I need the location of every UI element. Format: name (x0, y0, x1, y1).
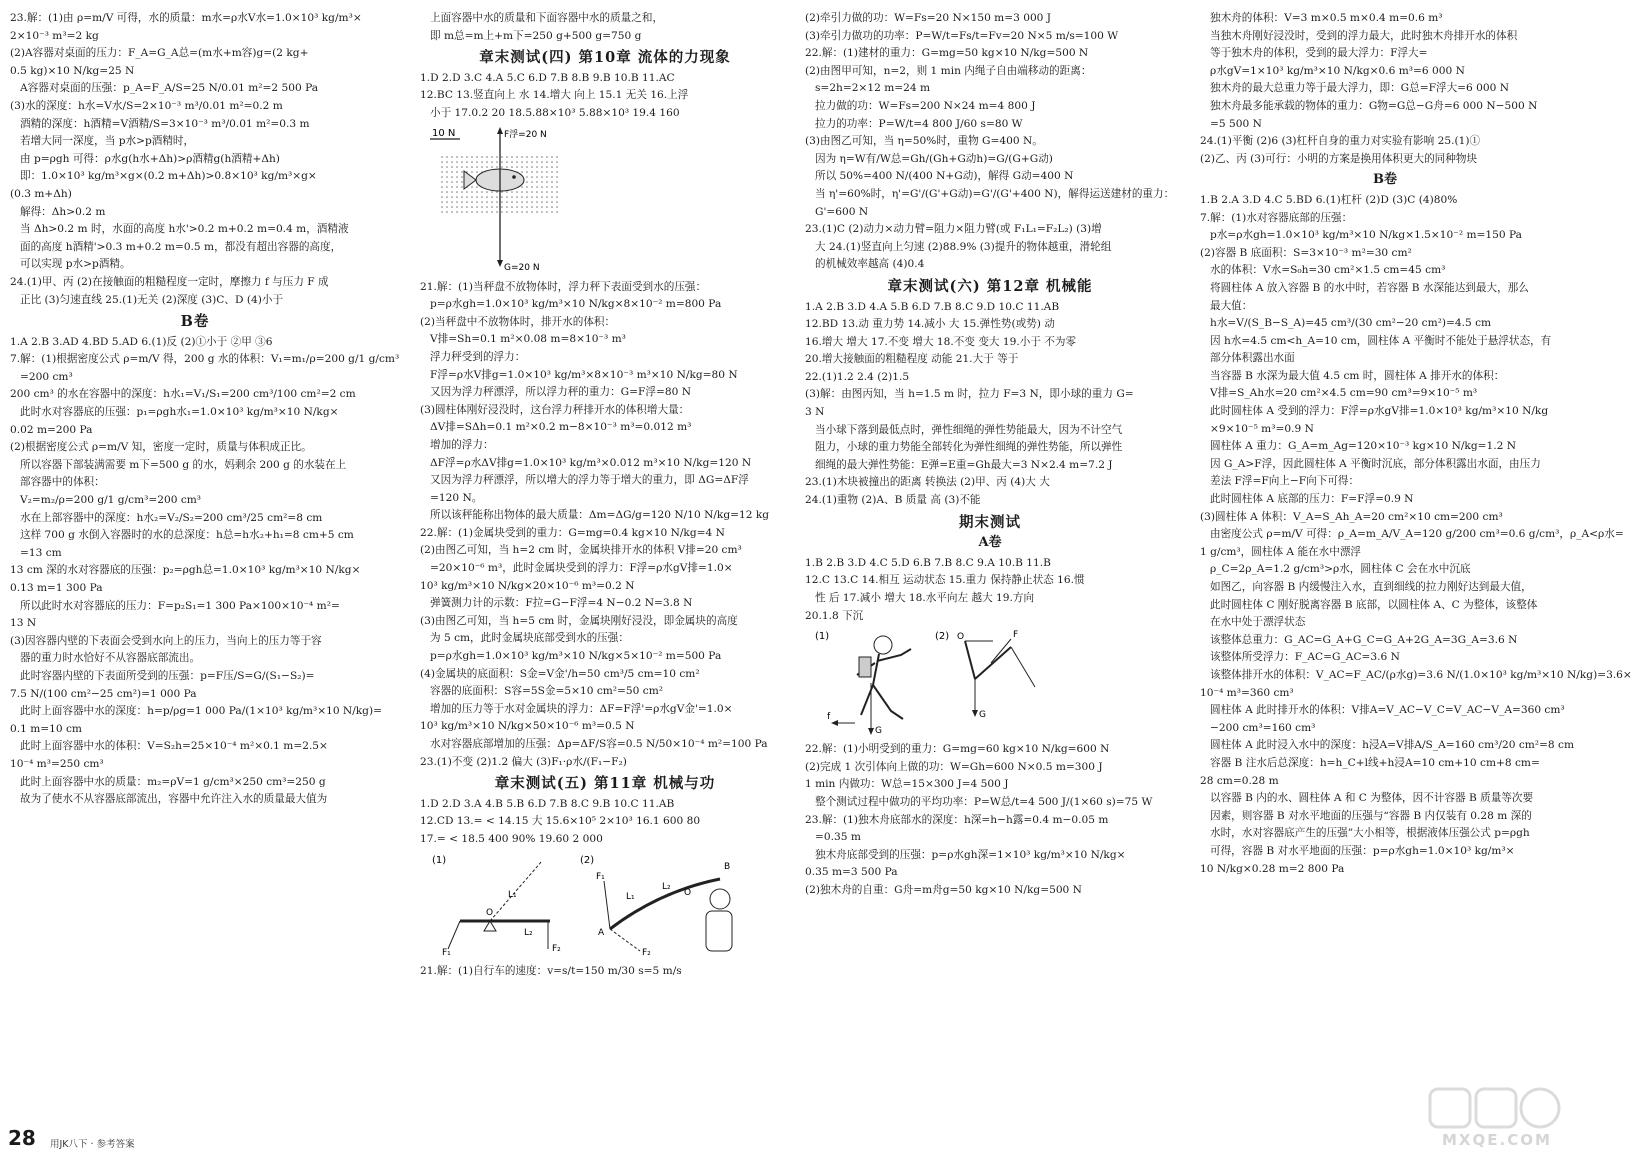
answer-line: ΔV排=SΔh=0.1 m²×0.2 m−8×10⁻³ m³=0.012 m³ (430, 421, 692, 434)
answer-line: 21.解：(1)当秤盘不放物体时，浮力秤下表面受到水的压强： (420, 280, 707, 293)
answer-line: 增加的浮力： (430, 438, 494, 451)
answer-line: 该整体总重力：G_AC=G_A+G_C=G_A+2G_A=3G_A=3.6 N (1210, 633, 1518, 646)
answer-line: 该整体排开水的体积：V_AC=F_AC/(ρ水g)=3.6 N/(1.0×10³ kg/m³×10 N/kg)=3.6× (1210, 668, 1632, 681)
answer-line: 1 min 内做功：W总=15×300 J=4 500 J (805, 778, 1009, 791)
answer-line: (2)完成 1 次引体向上做的功：W=Gh=600 N×0.5 m=300 J (805, 760, 1103, 773)
section-heading: B卷 (180, 313, 210, 331)
mark-g-lever: G (979, 710, 986, 721)
answer-line: p=ρ水gh=1.0×10³ kg/m³×10 N/kg×8×10⁻² m=800 Pa (430, 298, 722, 311)
mark-f2-a: F₂ (552, 943, 561, 954)
fig-part-1-label: (1) (432, 854, 447, 866)
watermark-logo (1422, 1085, 1572, 1155)
answer-line: 23.(1)C (2)动力×动力臂=阻力×阻力臂(或 F₁L₁=F₂L₂) (3)增 (805, 223, 1102, 236)
mark-o-a: O (486, 907, 494, 918)
answer-line: 1 g/cm³，圆柱体 A 能在水中漂浮 (1200, 545, 1362, 558)
answer-line: (0.3 m+Δh) (10, 187, 72, 200)
answer-line: (3)由图乙可知，当 h=5 cm 时，金属块刚好浸没，即金属块的高度 (420, 614, 738, 627)
figure-runner-and-lever (815, 627, 1175, 737)
answer-line: 因为 η=W有/W总=Gh/(Gh+G动h)=G/(G+G动) (815, 152, 1053, 165)
answer-line: 此时圆柱体 A 底部的压力：F=F浮=0.9 N (1210, 493, 1414, 506)
answer-line: 此时上面容器中水的质量：m₂=ρV=1 g/cm³×250 cm³=250 g (20, 775, 326, 788)
mark-f1-b: F₁ (596, 871, 605, 882)
answer-line: 10⁻⁴ m³=250 cm³ (10, 757, 104, 770)
answer-line: 拉力的功率：P=W/t=4 800 J/60 s=80 W (815, 117, 1023, 130)
answer-line: 在水中处于漂浮状态 (1210, 616, 1306, 629)
answer-line: 浮力秤受到的浮力： (430, 350, 526, 363)
fig-part-2-label: (2) (580, 854, 595, 866)
answer-line: 圆柱体 A 此时排开水的体积：V排A=V_AC−V_C=V_AC−V_A=360 cm³ (1210, 704, 1565, 717)
sub-heading: B卷 (1373, 172, 1397, 188)
answer-line: 器的重力时水恰好不从容器底部流出。 (20, 652, 201, 665)
answer-line: 12.BC 13.竖直向上 水 14.增大 向上 15.1 无关 16.上浮 (420, 89, 689, 102)
answer-line: 24.(1)甲、丙 (2)在接触面的粗糙程度一定时，摩擦力 f 与压力 F 成 (10, 275, 329, 288)
answer-line: 23.解：(1)独木舟底部水的深度：h深=h−h露=0.4 m−0.05 m (805, 813, 1109, 826)
scale-label: 10 N (432, 127, 456, 139)
answer-line: 细绳的最大弹性势能：E弹=E重=Gh最大=3 N×2.4 m=7.2 J (815, 458, 1113, 471)
answer-line: 故为了使水不从容器底部流出，容器中允许注入水的质量最大值为 (20, 793, 328, 806)
mark-b-b: B (724, 861, 731, 872)
answer-line: (2)根据密度公式 ρ=m/V 知，密度一定时，质量与体积成正比。 (10, 441, 312, 454)
answer-line: 水在上部容器中的深度：h水₂=V₂/S₂=200 cm³/25 cm²=8 cm (20, 511, 323, 524)
answer-line: 1.A 2.B 3.AD 4.BD 5.AD 6.(1)反 (2)①小于 ②甲 ③6 (10, 335, 273, 348)
sub-heading: A卷 (978, 535, 1002, 551)
answer-line: 23.解：(1)由 ρ=m/V 可得，水的质量：m水=ρ水V水=1.0×10³ kg/m³× (10, 12, 362, 24)
mark-f1-a: F₁ (442, 947, 451, 958)
answer-line: (2)由图甲可知，n=2，则 1 min 内绳子自由端移动的距离： (805, 64, 1092, 77)
answer-line: 的机械效率越高 (4)0.4 (815, 258, 925, 271)
lever-diagrams (430, 851, 760, 959)
answer-line: 10 N/kg×0.28 m=2 800 Pa (1200, 862, 1345, 875)
answer-line: 水时，水对容器底产生的压强”大小相等，根据液体压强公式 p=ρgh (1210, 827, 1530, 840)
answer-line: V排=Sh=0.1 m²×0.08 m=8×10⁻³ m³ (430, 333, 626, 346)
answer-line: 独木舟的体积：V=3 m×0.5 m×0.4 m=0.6 m³ (1210, 12, 1443, 24)
watermark-text: MXQE.COM (1442, 1131, 1552, 1149)
answer-line: 将圆柱体 A 放入容器 B 的水中时，若容器 B 水深能达到最大，那么 (1210, 281, 1529, 294)
answer-line: 13 N (10, 617, 37, 630)
answer-line: 即：1.0×10³ kg/m³×g×(0.2 m+Δh)>0.8×10³ kg/m³×g× (20, 170, 317, 183)
answer-line: 拉力做的功：W=Fs=200 N×24 m=4 800 J (815, 99, 1036, 112)
answer-line: 7.解：(1)水对容器底部的压强： (1200, 211, 1353, 224)
answer-line: 23.(1)木块被撞出的距离 转换法 (2)甲、丙 (4)大 大 (805, 476, 1050, 489)
answer-line: (3)牵引力做功的功率：P=W/t=Fs/t=Fv=20 N×5 m/s=100 W (805, 29, 1119, 42)
answer-line: =13 cm (20, 546, 62, 559)
answer-line: 3 N (805, 406, 825, 419)
answer-line: 独木舟底部受到的压强：p=ρ水gh深=1×10³ kg/m³×10 N/kg× (815, 848, 1126, 861)
answer-line: =200 cm³ (20, 370, 73, 383)
answer-line: 正比 (3)匀速直线 25.(1)无关 (2)深度 (3)C、D (4)小于 (20, 293, 284, 306)
answer-line: (2)乙、丙 (3)可行：小明的方案是换用体积更大的同种物块 (1200, 152, 1478, 165)
answer-line: 13 cm 深的水对容器底的压强：p₂=ρgh总=1.0×10³ kg/m³×10 N/kg× (10, 564, 361, 577)
answer-line: 当小球下落到最低点时，弹性细绳的弹性势能最大，因为不计空气 (815, 423, 1123, 436)
answer-line: 16.增大 增大 17.不变 增大 18.不变 变大 19.小于 不为零 (805, 335, 1077, 348)
answer-line: 当 Δh>0.2 m 时，水面的高度 h水'>0.2 m+0.2 m=0.4 m，酒精液 (20, 223, 349, 236)
answer-line: 弹簧测力计的示数：F拉=G−F浮=4 N−0.2 N=3.8 N (430, 597, 693, 610)
answer-line: (2)A容器对桌面的压力：F_A=G_A总=(m水+m容)g=(2 kg+ (10, 47, 309, 60)
answer-line: 又因为浮力秤漂浮，所以浮力秤的重力：G=F浮=80 N (430, 386, 691, 399)
answer-line: (2)容器 B 底面积：S=3×10⁻³ m²=30 cm² (1200, 246, 1412, 259)
mark-l2-b: L₂ (662, 881, 671, 892)
answer-line: 独木舟最多能承载的物体的重力：G物=G总−G舟=6 000 N−500 N (1210, 99, 1538, 112)
answer-line: 此时水对容器底的压强：p₁=ρgh水₁=1.0×10³ kg/m³×10 N/kg× (20, 406, 339, 419)
answer-line: 容器的底面积：S容=5S金=5×10 cm²=50 cm² (430, 685, 663, 698)
figure-fish-buoyancy (430, 125, 790, 275)
answer-line: 如图乙，向容器 B 内缓慢注入水，直到细线的拉力刚好达到最大值， (1210, 581, 1532, 593)
answer-line: 12.BD 13.动 重力势 14.减小 大 15.弹性势(或势) 动 (805, 318, 1055, 331)
answer-line: 阻力，小球的重力势能全部转化为弹性细绳的弹性势能，所以弹性 (815, 441, 1123, 454)
answer-line: ρ水gV=1×10³ kg/m³×10 N/kg×0.6 m³=6 000 N (1210, 64, 1465, 77)
answer-line: 10³ kg/m³×10 N/kg×50×10⁻⁶ m³=0.5 N (420, 720, 635, 733)
answer-line: 即 m总=m上+m下=250 g+500 g=750 g (430, 29, 642, 42)
answer-line: 独木舟的最大总重力等于最大浮力，即：G总=F浮大=6 000 N (1210, 82, 1509, 95)
answer-line: 这样 700 g 水倒入容器时的水的总深度：h总=h水₂+h₁=8 cm+5 cm (20, 529, 354, 542)
answer-line: 可以实现 p水>p酒精。 (20, 258, 131, 271)
answer-line: 最大值： (1210, 299, 1253, 312)
section-heading: 章末测试(五) 第11章 机械与功 (494, 775, 716, 793)
answer-line: 大 24.(1)竖直向上匀速 (2)88.9% (3)提升的物体越重，滑轮组 (815, 240, 1112, 253)
answer-line: 22.(1)1.2 2.4 (2)1.5 (805, 370, 910, 383)
answer-line: (3)水的深度：h水=V水/S=2×10⁻³ m³/0.01 m²=0.2 m (10, 99, 283, 112)
answer-line: 1.A 2.B 3.D 4.A 5.B 6.D 7.B 8.C 9.D 10.C 11.AB (805, 300, 1060, 313)
answer-line: 圆柱体 A 重力：G_A=m_Ag=120×10⁻³ kg×10 N/kg=1.2 N (1210, 440, 1516, 453)
answer-line: 21.解：(1)自行车的速度：v=s/t=150 m/30 s=5 m/s (420, 964, 682, 977)
answer-line: 又因为浮力秤漂浮，所以增大的浮力等于增大的重力，即 ΔG=ΔF浮 (430, 474, 749, 487)
answer-line: 上面容器中水的质量和下面容器中水的质量之和， (430, 12, 664, 24)
answer-line: 23.(1)不变 (2)1.2 偏大 (3)F₁·ρ水/(F₁−F₂) (420, 755, 627, 768)
mark-o-b: O (684, 887, 692, 898)
answer-line: 28 cm=0.28 m (1200, 774, 1279, 787)
answer-line: (3)圆柱体 A 体积：V_A=S_Ah_A=20 cm²×10 cm=200 cm³ (1200, 510, 1503, 523)
answer-line: 所以容器下部装满需要 m下=500 g 的水，妈剩余 200 g 的水装在上 (20, 458, 347, 471)
answer-line: 若增大同一深度，当 p水>p酒精时， (20, 135, 195, 148)
column-3 (805, 10, 1175, 1100)
answer-line: 部容器中的体积： (20, 476, 105, 489)
answer-line: 22.解：(1)建材的重力：G=mg=50 kg×10 N/kg=500 N (805, 47, 1089, 60)
mark-f2-b: F₂ (642, 947, 651, 958)
mark-a-b: A (598, 927, 605, 938)
answer-line: ΔF浮=ρ水ΔV排g=1.0×10³ kg/m³×0.012 m³×10 N/kg=120 N (430, 456, 752, 469)
answer-line: 1.B 2.A 3.D 4.C 5.BD 6.(1)杠杆 (2)D (3)C (4)80% (1200, 193, 1458, 206)
answer-line: =20×10⁻⁶ m³，此时金属块受到的浮力：F浮=ρ水gV排=1.0× (430, 562, 733, 575)
answer-line: 12.CD 13.= < 14.15 大 15.6×10⁵ 2×10³ 16.1 600 80 (420, 815, 701, 828)
answer-line: 7.解：(1)根据密度公式 ρ=m/V 得，200 g 水的体积：V₁=m₁/ρ=200 g/1 g/cm³ (10, 353, 400, 366)
answer-line: 为 5 cm，此时金属块底部受到水的压强： (430, 632, 629, 645)
answer-line: 水对容器底部增加的压强：Δp=ΔF/S容=0.5 N/50×10⁻⁴ m²=100 Pa (430, 738, 768, 750)
answer-line: 容器 B 注水后总深度：h=h_C+l线+h浸A=10 cm+10 cm+8 cm= (1210, 756, 1540, 769)
answer-line: 该整体所受浮力：F_AC=G_AC=3.6 N (1210, 651, 1400, 664)
answer-line: 20.1.8 下沉 (805, 609, 864, 622)
answer-line: =120 N。 (430, 491, 483, 504)
answer-line: p=ρ水gh=1.0×10³ kg/m³×10 N/kg×5×10⁻² m=500 Pa (430, 650, 722, 663)
mark-l2-a: L₂ (524, 927, 533, 938)
answer-line: 酒精的深度：h酒精=V酒精/S=3×10⁻³ m³/0.01 m²=0.3 m (20, 117, 310, 130)
answer-line: 因 G_A>F浮，因此圆柱体 A 平衡时沉底，部分体积露出水面，由压力 (1210, 457, 1541, 470)
answer-line: 当 η'=60%时，η'=G'/(G'+G动)=G'/(G'+400 N)，解得运送建材的重力： (815, 187, 1175, 200)
answer-line: 22.解：(1)金属块受到的重力：G=mg=0.4 kg×10 N/kg=4 N (420, 526, 725, 539)
answer-line: (3)因容器内壁的下表面会受到水向上的压力，当向上的压力等于容 (10, 634, 322, 647)
column-1 (10, 10, 400, 1100)
answer-line: 当独木舟刚好浸没时，受到的浮力最大，此时独木舟排开水的体积 (1210, 29, 1518, 42)
answer-line: (3)圆柱体刚好浸没时，这台浮力秤排开水的体积增大量： (420, 403, 690, 416)
answer-line: 所以此时水对容器底的压力：F=p₂S₁=1 300 Pa×100×10⁻⁴ m²= (20, 599, 340, 612)
answer-line: 24.(1)重物 (2)A、B 质量 高 (3)不能 (805, 494, 981, 507)
answer-line: 小于 17.0.2 20 18.5.88×10³ 5.88×10³ 19.4 160 (430, 106, 680, 119)
answer-line: 此时圆柱体 A 受到的浮力：F浮=ρ水gV排=1.0×10³ kg/m³×10 N/kg (1210, 405, 1549, 418)
fig21-part-1-label: (1) (815, 631, 830, 643)
answer-line: 此时上面容器中水的深度：h=p/ρg=1 000 Pa/(1×10³ kg/m³×10 N/kg)= (20, 705, 382, 718)
answer-line: F浮=ρ水V排g=1.0×10³ kg/m³×8×10⁻³ m³×10 N/kg=80 N (430, 368, 738, 381)
column-2 (420, 10, 790, 1100)
answer-line: ρ_C=2ρ_A=1.2 g/cm³>ρ水，圆柱体 C 会在水中沉底 (1210, 563, 1471, 576)
column-4 (1200, 10, 1632, 1100)
answer-line: 差法 F浮=F向上−F向下可得： (1210, 475, 1360, 488)
section-heading: 章末测试(四) 第10章 流体的力现象 (479, 49, 731, 67)
answer-line: (2)当秤盘中不放物体时，排开水的体积： (420, 315, 616, 328)
answer-line: 0.5 kg)×10 N/kg=25 N (10, 64, 135, 77)
answer-line: =5 500 N (1210, 117, 1262, 130)
mark-l1-a: L₁ (508, 889, 517, 900)
answer-line: (3)由图乙可知，当 η=50%时，重物 G=400 N。 (805, 135, 1043, 148)
answer-line: 0.13 m=1 300 Pa (10, 582, 103, 594)
answer-line: V排=S_Ah水=20 cm²×4.5 cm=90 cm³=9×10⁻⁵ m³ (1210, 387, 1478, 400)
answer-line: 24.(1)平衡 (2)6 (3)杠杆自身的重力对实验有影响 25.(1)① (1200, 135, 1481, 148)
answer-line: −200 cm³=160 cm³ (1210, 721, 1316, 734)
answer-line: s=2h=2×12 m=24 m (815, 82, 931, 95)
mark-g-runner: G (875, 726, 882, 737)
answer-line: (2)牵引力做的功：W=Fs=20 N×150 m=3 000 J (805, 12, 1052, 24)
answer-line: 7.5 N/(100 cm²−25 cm²)=1 000 Pa (10, 687, 197, 700)
answer-line: 等于独木舟的体积，受到的最大浮力：F浮大= (1210, 47, 1428, 60)
answer-line: 圆柱体 A 此时浸入水中的深度：h浸A=V排A/S_A=160 cm³/20 cm²=8 cm (1210, 739, 1575, 752)
gravity-force-label: G=20 N (504, 262, 540, 273)
answer-line: 面的高度 h酒精'>0.3 m+0.2 m=0.5 m，都没有超出容器的高度， (20, 240, 342, 253)
answer-line: h水=V/(S_B−S_A)=45 cm³/(30 cm²−20 cm²)=4.5 cm (1210, 317, 1492, 330)
answer-line: 增加的压力等于水对金属块的浮力：ΔF=F浮'=ρ水gV金'=1.0× (430, 702, 733, 715)
page-footer: 用JK八下 · 参考答案 (50, 1139, 135, 1150)
answer-line: 12.C 13.C 14.相互 运动状态 15.重力 保持静止状态 16.惯 (805, 574, 1085, 587)
answer-line: 所以 50%=400 N/(400 N+G动)，解得 G动=400 N (815, 170, 1074, 183)
fish-force-diagram (430, 125, 590, 275)
answer-line: 由密度公式 ρ=m/V 可得：ρ_A=m_A/V_A=120 g/200 cm³=0.6 g/cm³，ρ_A<ρ水= (1210, 528, 1624, 541)
answer-line: 整个测试过程中做功的平均功率：P=W总/t=4 500 J/(1×60 s)=75 W (815, 795, 1153, 808)
answer-line: 此时容器内壁的下表面所受到的压强：p=F压/S=G/(S₁−S₂)= (20, 669, 315, 682)
answer-line: 水的体积：V水=S₀h=30 cm²×1.5 cm=45 cm³ (1210, 264, 1446, 277)
answer-line: 1.D 2.D 3.C 4.A 5.C 6.D 7.B 8.B 9.B 10.B 11.AC (420, 71, 675, 84)
answer-line: 20.增大接触面的粗糙程度 动能 21.大于 等于 (805, 353, 1019, 366)
answer-line: (3)解：由图丙知，当 h=1.5 m 时，拉力 F=3 N，即小球的重力 G= (805, 388, 1134, 401)
figure-levers (430, 851, 790, 959)
answer-line: (2)由图乙可知，当 h=2 cm 时，金属块排开水的体积 V排=20 cm³ (420, 544, 742, 557)
answer-line: 此时上面容器中水的体积：V=S₂h=25×10⁻⁴ m²×0.1 m=2.5× (20, 740, 328, 753)
answer-line: 17.= < 18.5 400 90% 19.60 2 000 (420, 832, 603, 845)
runner-lever-diagrams (815, 627, 1135, 737)
mark-o-lever: O (957, 632, 965, 643)
answer-line: 0.35 m=3 500 Pa (805, 866, 898, 879)
answer-line: 1.D 2.D 3.A 4.B 5.B 6.D 7.B 8.C 9.B 10.C 11.AB (420, 797, 675, 810)
answer-line: 10³ kg/m³×10 N/kg×20×10⁻⁶ m³=0.2 N (420, 579, 635, 592)
answer-line: 解得：Δh>0.2 m (20, 205, 106, 218)
answer-line: V₂=m₂/ρ=200 g/1 g/cm³=200 cm³ (20, 494, 202, 507)
answer-line: 因素，则容器 B 对水平地面的压强与“容器 B 内仅装有 0.28 m 深的 (1210, 809, 1532, 822)
page-number: 28 (8, 1126, 36, 1150)
answer-line: 此时圆柱体 C 刚好脱离容器 B 底部，以圆柱体 A、C 为整体，该整体 (1210, 598, 1538, 611)
answer-line: 22.解：(1)小明受到的重力：G=mg=60 kg×10 N/kg=600 N (805, 743, 1110, 756)
answer-line: 所以该秤能称出物体的最大质量：Δm=ΔG/g=120 N/10 N/kg=12 kg (430, 509, 770, 522)
fig21-part-2-label: (2) (935, 631, 950, 643)
answer-line: 以容器 B 内的水、圆柱体 A 和 C 为整体，因不计容器 B 质量等次要 (1210, 792, 1534, 805)
answer-line: 1.B 2.B 3.D 4.C 5.D 6.B 7.B 8.C 9.A 10.B 11.B (805, 556, 1051, 569)
answer-line: 由 p=ρgh 可得：ρ水g(h水+Δh)>ρ酒精g(h酒精+Δh) (20, 152, 280, 165)
answer-line: 0.1 m=10 cm (10, 722, 82, 735)
answer-line: G'=600 N (815, 205, 869, 218)
section-heading: 期末测试 (959, 513, 1021, 531)
answer-line: 0.02 m=200 Pa (10, 423, 93, 436)
answer-line: 性 后 17.减小 增大 18.水平向左 越大 19.方向 (815, 592, 1035, 604)
answer-line: ×9×10⁻⁵ m³=0.9 N (1210, 422, 1314, 435)
answer-line: 10⁻⁴ m³=360 cm³ (1200, 686, 1294, 699)
answer-line: 2×10⁻³ m³=2 kg (10, 29, 99, 42)
mark-f-friction: f (827, 712, 831, 723)
answer-line: 部分体积露出水面 (1210, 352, 1295, 365)
answer-line: 200 cm³ 的水在容器中的深度：h水₁=V₁/S₁=200 cm³/100 cm²=2 cm (10, 388, 356, 401)
answer-line: (2)独木舟的自重：G舟=m舟g=50 kg×10 N/kg=500 N (805, 883, 1082, 896)
answer-line: p水=ρ水gh=1.0×10³ kg/m³×10 N/kg×1.5×10⁻² m=150 Pa (1210, 229, 1522, 242)
buoyancy-force-label: F浮=20 N (504, 129, 547, 140)
answer-line: (4)金属块的底面积：S金=V金'/h=50 cm³/5 cm=10 cm² (420, 667, 700, 680)
mark-f-lever: F (1013, 630, 1019, 641)
answer-line: 当容器 B 水深为最大值 4.5 cm 时，圆柱体 A 排开水的体积： (1210, 369, 1505, 382)
answer-line: 可得，容器 B 对水平地面的压强：p=ρ水gh=1.0×10³ kg/m³× (1210, 844, 1515, 857)
mark-l1-b: L₁ (626, 891, 635, 902)
answer-line: 因 h水=4.5 cm<h_A=10 cm，圆柱体 A 平衡时不能处于悬浮状态，有 (1210, 334, 1552, 347)
section-heading: 章末测试(六) 第12章 机械能 (887, 277, 1093, 295)
answer-line: =0.35 m (815, 831, 861, 844)
answer-line: A容器对桌面的压强：p_A=F_A/S=25 N/0.01 m²=2 500 Pa (20, 82, 319, 95)
